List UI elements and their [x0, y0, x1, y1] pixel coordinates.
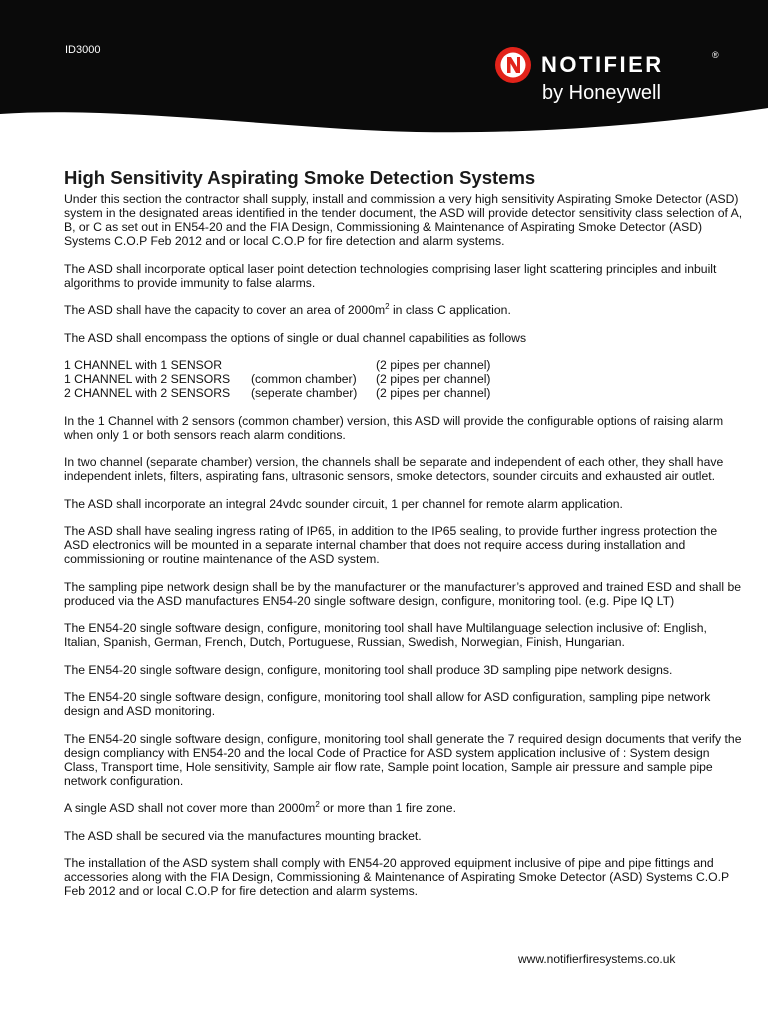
chamber-type	[251, 358, 376, 372]
brand-name: NOTIFIER	[541, 52, 664, 77]
superscript: 2	[315, 799, 320, 809]
paragraph-scope: Under this section the contractor shall supply, install and commission a very high sensitivity Aspirating Smoke Detector (ASD) system in the designated areas identified in the tender document, the ASD will provide detector sensitivity class selection of A, B, or C as set out in EN54-20 and the FIA Design, Commissioning & Maintenance of Aspirating Smoke Detector (ASD) Systems C.O.P Feb 2012 and or local C.O.P for fire detection and alarm systems.	[64, 192, 743, 248]
list-item	[64, 386, 491, 400]
chamber-type: (seperate chamber)	[251, 386, 358, 400]
coverage-text: The ASD shall have the capacity to cover an area of 2000m	[64, 303, 386, 317]
list-item	[64, 358, 491, 372]
page-title: High Sensitivity Aspirating Smoke Detection Systems	[64, 167, 536, 188]
paragraph-coverage-area	[64, 303, 744, 317]
paragraph-configuration: The EN54-20 single software design, configure, monitoring tool shall allow for ASD configuration, sampling pipe network design and ASD monitoring.	[64, 690, 711, 718]
paragraph-channel-options-intro: The ASD shall encompass the options of single or dual channel capabilities as follows	[64, 330, 527, 345]
paragraph-sounder-circuit: The ASD shall incorporate an integral 24vdc sounder circuit, 1 per channel for remote alarm application.	[64, 496, 623, 511]
registered-mark: ®	[712, 50, 719, 60]
chamber-type: (common chamber)	[251, 372, 357, 386]
paragraph-design-documents: The EN54-20 single software design, configure, monitoring tool shall generate the 7 required design documents that verify the design compliancy with EN54-20 and the local Code of Practice for ASD system application inclusive of : System design Class, Transport time, Hole sensitivity, Sample air flow rate, Sample point location, Sample air pressure and sample pipe network configuration.	[64, 731, 742, 788]
channel-config: 1 CHANNEL with 1 SENSOR	[64, 358, 223, 372]
header-band	[0, 0, 768, 140]
brand-subtitle: by Honeywell	[542, 82, 661, 104]
paragraph-ingress-rating: The ASD shall have sealing ingress rating of IP65, in addition to the IP65 sealing, to provide further ingress protection the ASD electronics will be mounted in a separate internal chamber that does not require access during installation and commissioning or routine maintenance of the ASD system.	[64, 524, 718, 566]
notifier-logo	[494, 46, 724, 106]
coverage-text-end: in class C application.	[389, 303, 511, 317]
pipes-per-channel: (2 pipes per channel)	[376, 358, 491, 372]
paragraph-multilanguage: The EN54-20 single software design, configure, monitoring tool shall have Multilanguage selection inclusive of: English, Italian, Spanish, German, French, Dutch, Portuguese, Russian, Swedish, Norwegian, Finish, Hungarian.	[64, 621, 707, 649]
document-body	[64, 192, 744, 912]
paragraph-zone-limit	[64, 801, 744, 815]
paragraph-pipe-network-design: The sampling pipe network design shall be by the manufacturer or the manufacturer’s approved and trained ESD and shall be produced via the ASD manufactures EN54-20 single software design, configure, monitoring tool. (e.g. Pipe IQ LT)	[64, 579, 742, 608]
zone-limit-text: A single ASD shall not cover more than 2000m	[64, 801, 316, 815]
list-item	[64, 372, 491, 386]
document-id: ID3000	[65, 44, 101, 56]
pipes-per-channel: (2 pipes per channel)	[376, 386, 491, 400]
channel-config: 1 CHANNEL with 2 SENSORS	[64, 372, 231, 386]
paragraph-mounting-bracket: The ASD shall be secured via the manufactures mounting bracket.	[64, 828, 422, 843]
paragraph-common-chamber: In the 1 Channel with 2 sensors (common chamber) version, this ASD will provide the configurable options of raising alarm when only 1 or both sensors reach alarm conditions.	[64, 413, 724, 442]
paragraph-installation: The installation of the ASD system shall comply with EN54-20 approved equipment inclusive of pipe and pipe fittings and accessories along with the FIA Design, Commissioning & Maintenance of Aspirating Smoke Detector (ASD) Systems C.O.P Feb 2012 and or local C.O.P for fire detection and alarm systems.	[64, 856, 729, 898]
zone-limit-text-end: or more than 1 fire zone.	[319, 801, 456, 815]
channel-options-list	[64, 358, 491, 400]
channel-config: 2 CHANNEL with 2 SENSORS	[64, 386, 231, 400]
paragraph-laser-detection: The ASD shall incorporate optical laser point detection technologies comprising laser light scattering principles and inbuilt algorithms to provide immunity to false alarms.	[64, 261, 717, 290]
pipes-per-channel: (2 pipes per channel)	[376, 372, 491, 386]
paragraph-3d-designs: The EN54-20 single software design, configure, monitoring tool shall produce 3D sampling pipe network designs.	[64, 662, 673, 677]
superscript: 2	[385, 301, 390, 311]
website-link[interactable]: www.notifierfiresystems.co.uk	[518, 952, 676, 966]
paragraph-separate-chamber: In two channel (separate chamber) version, the channels shall be separate and independent of each other, they shall have independent inlets, filters, aspirating fans, ultrasonic sensors, smoke detectors, sounder circuits and exhausted air outlet.	[64, 455, 724, 483]
notifier-n-icon	[494, 46, 532, 84]
